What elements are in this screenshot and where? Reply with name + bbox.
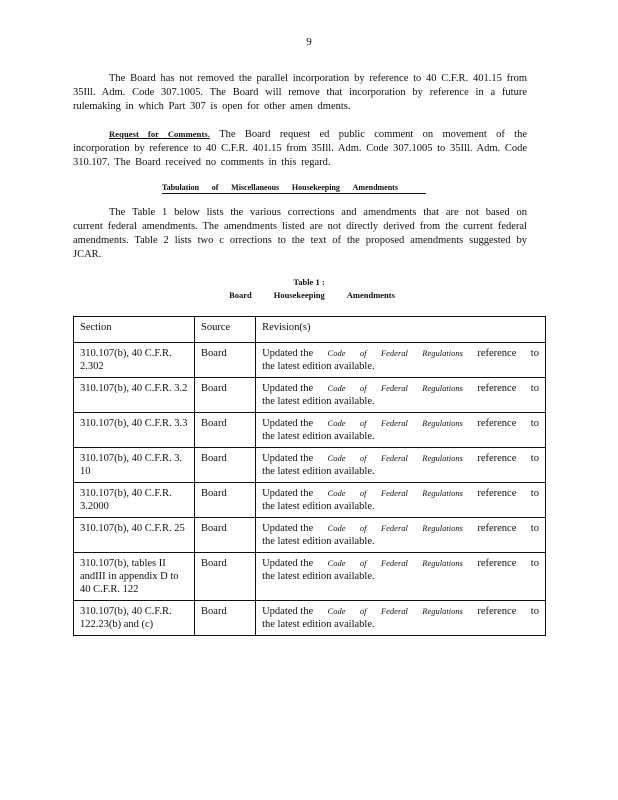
revision-line-1 <box>262 522 539 535</box>
cell-revision <box>256 413 546 448</box>
revision-word: Federal <box>380 558 408 568</box>
cell-revision <box>256 343 546 378</box>
revision-word: Updated the <box>262 348 314 359</box>
revision-word: of <box>359 418 367 428</box>
revision-word: Code <box>327 453 346 463</box>
section-heading-word: Amendments <box>352 183 398 192</box>
cell-section: 310.107(b), 40 C.F.R. 25 <box>74 518 195 553</box>
revision-word: reference <box>477 453 517 464</box>
table-row <box>74 553 546 601</box>
revision-word: to <box>530 606 539 617</box>
table-row <box>74 343 546 378</box>
table-row <box>74 378 546 413</box>
cell-source: Board <box>195 518 256 553</box>
revision-word: of <box>359 488 367 498</box>
revision-line-2: the latest edition available. <box>262 536 375 547</box>
cell-section: 310.107(b), 40 C.F.R. 3.3 <box>74 413 195 448</box>
cell-revision <box>256 378 546 413</box>
cell-section: 310.107(b), tables II andIII in appendix D to 40 C.F.R. 122 <box>74 553 195 601</box>
revision-word: Federal <box>380 348 408 358</box>
cell-section: 310.107(b), 40 C.F.R. 122.23(b) and (c) <box>74 601 195 636</box>
revision-word: Updated the <box>262 453 314 464</box>
revision-word: Federal <box>380 606 408 616</box>
revision-word: of <box>359 348 367 358</box>
revision-word: Updated the <box>262 383 314 394</box>
cell-source: Board <box>195 413 256 448</box>
paragraph-table-intro-text: The Table 1 below lists the various corrections and amendments that are not based on current federal amendments. The amendments listed are not directly derived from the current federal amendments. Table 2 lists two c orrections to the text of the proposed amendments suggested by JCAR. <box>73 207 527 260</box>
cell-revision <box>256 601 546 636</box>
revision-word: Regulations <box>422 348 463 358</box>
cell-source: Board <box>195 378 256 413</box>
page-number: 9 <box>306 36 312 48</box>
revision-word: Regulations <box>422 488 463 498</box>
cell-source: Board <box>195 343 256 378</box>
revision-word: Regulations <box>422 418 463 428</box>
cell-revision <box>256 483 546 518</box>
revision-word: Code <box>327 606 346 616</box>
section-heading-word: Miscellaneous <box>231 183 280 192</box>
revision-line-2: the latest edition available. <box>262 431 375 442</box>
revision-line-2: the latest edition available. <box>262 466 375 477</box>
cell-source: Board <box>195 483 256 518</box>
revision-line-1 <box>262 487 539 500</box>
table-row <box>74 413 546 448</box>
housekeeping-amendments-table <box>73 316 546 636</box>
paragraph-incorporation <box>73 72 527 114</box>
revision-word: to <box>530 558 539 569</box>
table-row <box>74 448 546 483</box>
revision-word: to <box>530 453 539 464</box>
cell-source: Board <box>195 553 256 601</box>
paragraph-request-for-comments <box>73 127 527 170</box>
revision-word: of <box>359 453 367 463</box>
revision-word: to <box>530 418 539 429</box>
revision-word: reference <box>477 383 517 394</box>
cell-revision <box>256 518 546 553</box>
paragraph-incorporation-text: The Board has not removed the parallel incorporation by reference to 40 C.F.R. 401.15 from 35Ill. Adm. Code 307.1005. The Board will remove that incorporation by reference in a future rulemaking in which Part 307 is open for other amen dments. <box>73 73 527 112</box>
table-row <box>74 601 546 636</box>
revision-line-2: the latest edition available. <box>262 396 375 407</box>
table-title <box>0 276 618 302</box>
section-heading-word: of <box>211 183 219 192</box>
revision-word: reference <box>477 606 517 617</box>
revision-word: Regulations <box>422 453 463 463</box>
revision-line-1 <box>262 605 539 618</box>
revision-word: Code <box>327 348 346 358</box>
revision-word: Regulations <box>422 606 463 616</box>
revision-word: Federal <box>380 383 408 393</box>
table-body <box>74 343 546 636</box>
column-header-source: Source <box>195 317 256 343</box>
revision-word: reference <box>477 418 517 429</box>
revision-word: Federal <box>380 488 408 498</box>
revision-word: reference <box>477 558 517 569</box>
revision-word: Updated the <box>262 558 314 569</box>
revision-word: reference <box>477 523 517 534</box>
revision-word: Updated the <box>262 418 314 429</box>
column-header-section: Section <box>74 317 195 343</box>
revision-line-1 <box>262 452 539 465</box>
revision-word: to <box>530 383 539 394</box>
table-title-word: Amendments <box>346 290 395 300</box>
revision-word: of <box>359 558 367 568</box>
revision-word: reference <box>477 488 517 499</box>
request-for-comments-heading: Request for Comments. <box>109 129 211 139</box>
revision-word: Code <box>327 523 346 533</box>
revision-word: of <box>359 383 367 393</box>
table-header-row <box>74 317 546 343</box>
revision-word: Updated the <box>262 523 314 534</box>
revision-line-2: the latest edition available. <box>262 361 375 372</box>
section-heading-word: Tabulation <box>162 183 200 192</box>
cell-source: Board <box>195 601 256 636</box>
table-row <box>74 518 546 553</box>
revision-word: Updated the <box>262 606 314 617</box>
revision-line-1 <box>262 382 539 395</box>
revision-line-2: the latest edition available. <box>262 619 375 630</box>
revision-word: of <box>359 606 367 616</box>
revision-word: Federal <box>380 418 408 428</box>
revision-word: Code <box>327 558 346 568</box>
revision-line-1 <box>262 417 539 430</box>
cell-section: 310.107(b), 40 C.F.R. 3.2000 <box>74 483 195 518</box>
cell-revision <box>256 553 546 601</box>
table-title-word: Housekeeping <box>273 290 325 300</box>
revision-word: of <box>359 523 367 533</box>
cell-source: Board <box>195 448 256 483</box>
revision-word: Regulations <box>422 523 463 533</box>
revision-word: Code <box>327 418 346 428</box>
revision-word: Regulations <box>422 558 463 568</box>
table-title-line1: Table 1 : <box>293 277 325 287</box>
revision-line-2: the latest edition available. <box>262 501 375 512</box>
cell-section: 310.107(b), 40 C.F.R. 3.2 <box>74 378 195 413</box>
cell-section: 310.107(b), 40 C.F.R. 2.302 <box>74 343 195 378</box>
revision-word: Code <box>327 488 346 498</box>
cell-revision <box>256 448 546 483</box>
revision-word: to <box>530 488 539 499</box>
request-for-comments-text: The Board request ed public comment on movement of the incorporation by reference to 40 C.F.R. 401.15 from 35Ill. Adm. Code 307.1005 to 35Ill. Adm. Code 310.107. The Board received no comments in this regard. <box>73 129 528 168</box>
table-title-word: Board <box>229 290 252 300</box>
revision-line-2: the latest edition available. <box>262 571 375 582</box>
revision-word: to <box>530 348 539 359</box>
column-header-revisions: Revision(s) <box>256 317 546 343</box>
revision-word: Federal <box>380 523 408 533</box>
paragraph-table-intro <box>73 206 527 262</box>
table-title-line2 <box>0 289 618 302</box>
section-heading-tabulation <box>162 183 426 194</box>
revision-word: reference <box>477 348 517 359</box>
revision-word: Regulations <box>422 383 463 393</box>
revision-line-1 <box>262 557 539 570</box>
revision-word: Updated the <box>262 488 314 499</box>
table-row <box>74 483 546 518</box>
revision-line-1 <box>262 347 539 360</box>
cell-section: 310.107(b), 40 C.F.R. 3. 10 <box>74 448 195 483</box>
revision-word: Code <box>327 383 346 393</box>
revision-word: Federal <box>380 453 408 463</box>
section-heading-word: Housekeeping <box>291 183 340 192</box>
revision-word: to <box>530 523 539 534</box>
